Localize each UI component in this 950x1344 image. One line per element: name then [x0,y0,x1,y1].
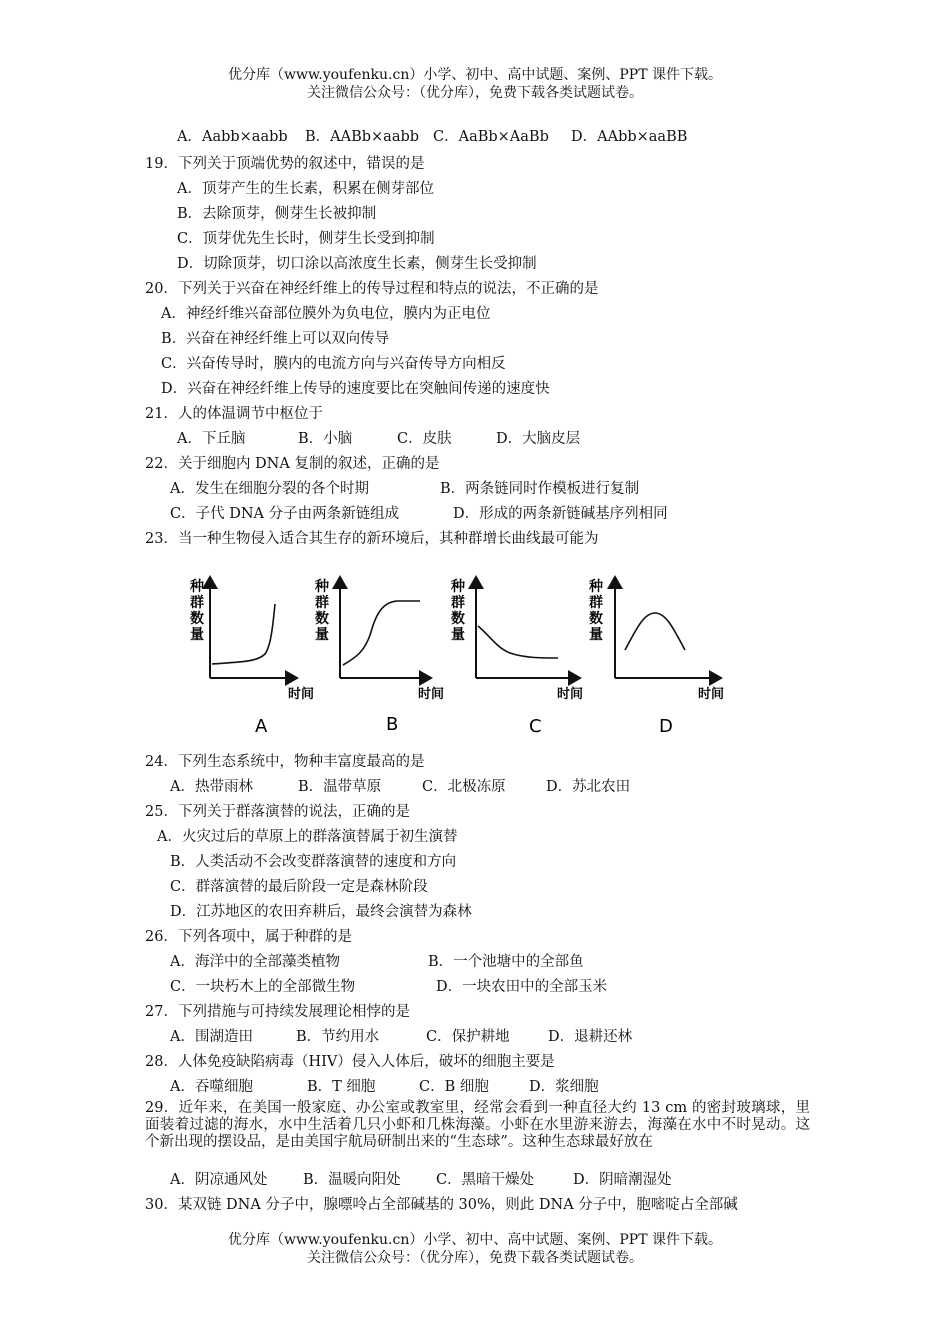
footer-line-1: 优分库（www.youfenku.cn）小学、初中、高中试题、案例、PPT 课件下载。 [227,1232,722,1248]
q28-option-c: C．B 细胞 [419,1079,489,1095]
q23-growth-curves [185,570,745,745]
graph-a-ylabel-2: 群 [190,595,204,611]
header-line-1: 优分库（www.youfenku.cn）小学、初中、高中试题、案例、PPT 课件下载。 [227,67,722,83]
graph-d-ylabel-1: 种 [589,579,603,595]
q26-stem: 26．下列各项中，属于种群的是 [145,929,352,945]
q27-option-a: A．围湖造田 [170,1029,253,1045]
graph-b-ylabel-1: 种 [315,579,329,595]
q26-options-row-2 [170,977,607,997]
q29-option-b: B．温暖向阳处 [303,1172,401,1188]
q29-stem: 29．近年来，在美国一般家庭、办公室或教室里，经常会看到一种直径大约 13 cm 的密封玻璃球，里面装着过滤的海水，水中生活着几只小虾和几株海藻。小虾在水里游来游去，海藻在水中不时晃动。这个新出现的摆设品，是由美国宇航局研制出来的“生态球”。这种生态球最好放在 [145,1100,810,1150]
q21-option-c: C．皮肤 [397,431,452,447]
graph-c-ylabel-4: 量 [451,627,465,643]
q24-option-b: B．温带草原 [298,779,382,795]
q26-option-c: C．一块朽木上的全部微生物 [170,979,356,995]
page-header [0,66,950,102]
graph-a-ylabel-4: 量 [190,627,204,643]
q27-stem: 27．下列措施与可持续发展理论相悖的是 [145,1004,410,1020]
q29-options [170,1170,672,1190]
q22-option-d: D．形成的两条新链碱基序列相同 [453,506,668,522]
graph-c-xlabel: 时间 [557,687,584,702]
q28-option-d: D．浆细胞 [529,1079,599,1095]
q22-option-b: B．两条链同时作模板进行复制 [440,481,640,497]
q26-option-b: B．一个池塘中的全部鱼 [428,954,584,970]
q20-option-b: B．兴奋在神经纤维上可以双向传导 [161,331,390,347]
q18-option-d: D．AAbb×aaBB [571,129,688,145]
q29-option-a: A．阴凉通风处 [170,1172,268,1188]
q21-option-d: D．大脑皮层 [496,431,581,447]
q18-option-a: A．Aabb×aabb [177,129,288,145]
graph-b-ylabel-3: 数 [315,611,329,627]
graph-d-ylabel-3: 数 [589,611,603,627]
graph-b-xlabel: 时间 [418,687,445,702]
header-line-2: 关注微信公众号：（优分库），免费下载各类试题试卷。 [307,85,643,101]
q21-option-a: A．下丘脑 [177,431,246,447]
q29-option-c: C．黑暗干燥处 [436,1172,535,1188]
graph-c-label: C [529,716,542,737]
q22-option-a: A．发生在细胞分裂的各个时期 [170,481,369,497]
graph-c-ylabel-1: 种 [451,579,465,595]
page-footer [0,1231,950,1267]
q19-option-b: B．去除顶芽，侧芽生长被抑制 [177,206,377,222]
graph-c-ylabel-2: 群 [451,595,465,611]
graph-c [450,577,583,737]
q28-stem: 28．人体免疫缺陷病毒（HIV）侵入人体后，破坏的细胞主要是 [145,1054,555,1070]
graph-a-ylabel-3: 数 [190,611,204,627]
q22-stem: 22．关于细胞内 DNA 复制的叙述，正确的是 [145,456,440,472]
curve-c [478,626,558,658]
q25-option-d: D．江苏地区的农田弃耕后，最终会演替为森林 [170,904,472,920]
q19-option-a: A．顶芽产生的生长素，积累在侧芽部位 [177,181,434,197]
q26-options-row-1 [170,952,584,972]
graph-b-ylabel-2: 群 [315,595,329,611]
q27-option-c: C．保护耕地 [426,1029,510,1045]
q22-options-row-1 [170,479,639,499]
q25-option-b: B．人类活动不会改变群落演替的速度和方向 [170,854,457,870]
graph-b-ylabel-4: 量 [315,627,329,643]
q30-stem: 30．某双链 DNA 分子中，腺嘌呤占全部碱基的 30%，则此 DNA 分子中，胞嘧啶占全部碱 [145,1197,738,1213]
graph-a-xlabel: 时间 [288,687,315,702]
q18-option-c: C．AaBb×AaBb [433,129,549,145]
q19-option-d: D．切除顶芽，切口涂以高浓度生长素，侧芽生长受抑制 [177,256,537,272]
graph-d [588,577,724,737]
graph-c-ylabel-3: 数 [451,611,465,627]
q25-option-c: C．群落演替的最后阶段一定是森林阶段 [170,879,428,895]
curve-b [343,601,420,665]
q24-option-c: C．北极冻原 [422,779,506,795]
q26-option-d: D．一块农田中的全部玉米 [436,979,608,995]
q20-option-d: D．兴奋在神经纤维上传导的速度要比在突触间传递的速度快 [161,381,550,397]
q28-option-b: B．T 细胞 [307,1079,376,1095]
q25-stem: 25．下列关于群落演替的说法，正确的是 [145,804,410,820]
q21-stem: 21．人的体温调节中枢位于 [145,406,323,422]
graph-a [189,577,314,737]
q20-stem: 20．下列关于兴奋在神经纤维上的传导过程和特点的说法，不正确的是 [145,281,599,297]
q29-option-d: D．阴暗潮湿处 [573,1172,672,1188]
q19-stem: 19．下列关于顶端优势的叙述中，错误的是 [145,156,425,172]
q27-option-b: B．节约用水 [296,1029,380,1045]
q21-options [177,429,580,449]
q21-option-b: B．小脑 [298,431,353,447]
graph-b [314,577,444,735]
curve-a [212,604,275,664]
graph-a-ylabel-1: 种 [190,579,204,595]
q23-stem: 23．当一种生物侵入适合其生存的新环境后，其种群增长曲线最可能为 [145,531,599,547]
footer-line-2: 关注微信公众号：（优分库），免费下载各类试题试卷。 [307,1250,643,1266]
graph-d-label: D [659,716,673,737]
q24-option-a: A．热带雨林 [170,779,253,795]
graph-a-label: A [255,716,268,737]
q18-options [177,127,687,147]
q28-options [170,1077,599,1097]
graph-d-ylabel-4: 量 [589,627,603,643]
q20-option-a: A．神经纤维兴奋部位膜外为负电位，膜内为正电位 [161,306,491,322]
q22-option-c: C．子代 DNA 分子由两条新链组成 [170,506,400,522]
q25-option-a: A．火灾过后的草原上的群落演替属于初生演替 [157,829,458,845]
graph-b-label: B [386,714,399,735]
q24-options [170,777,630,797]
q19-option-c: C．顶芽优先生长时，侧芽生长受到抑制 [177,231,435,247]
q24-stem: 24．下列生态系统中，物种丰富度最高的是 [145,754,425,770]
curve-d [625,613,685,650]
q22-options-row-2 [170,504,668,524]
q28-option-a: A．吞噬细胞 [170,1079,253,1095]
graph-d-xlabel: 时间 [698,687,725,702]
q18-option-b: B．AABb×aabb [305,129,420,145]
graph-d-ylabel-2: 群 [589,595,603,611]
q27-option-d: D．退耕还林 [548,1029,633,1045]
q26-option-a: A．海洋中的全部藻类植物 [170,954,340,970]
q24-option-d: D．苏北农田 [546,779,631,795]
q20-option-c: C．兴奋传导时，膜内的电流方向与兴奋传导方向相反 [161,356,506,372]
q27-options [170,1027,632,1047]
